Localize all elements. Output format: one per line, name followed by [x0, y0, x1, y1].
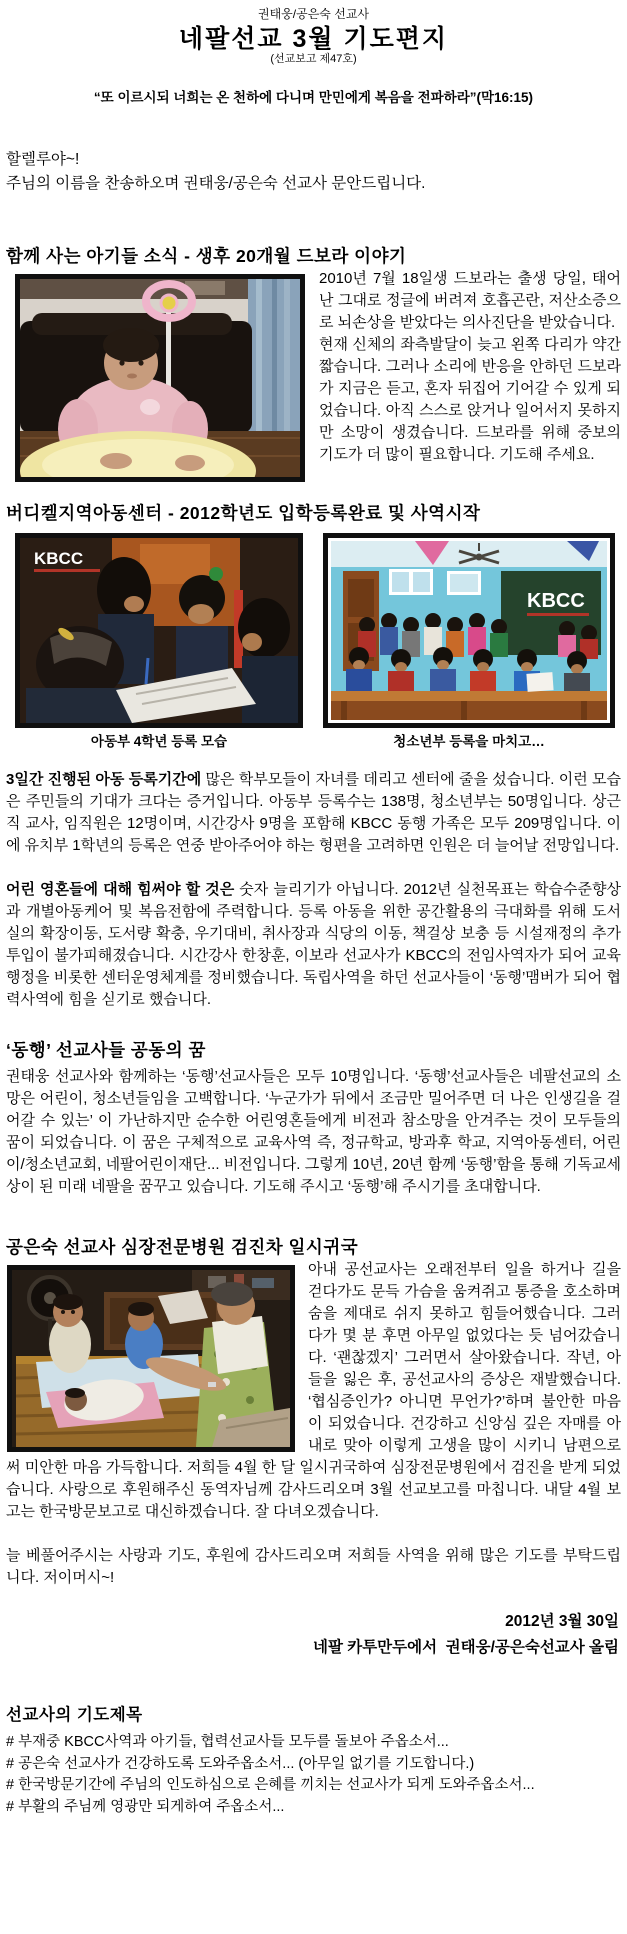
kbcc-caption-row: [15, 734, 615, 750]
photo-caption-right: 청소년부 등록을 마치고…: [393, 734, 545, 749]
deborah-paragraph-1: 2010년 7월 18일생 드보라는 출생 당일, 태어난 그대로 정글에 버려져 호흡곤란, 저산소증으로 뇌손상을 받았다는 의사진단을 받았습니다.: [319, 270, 621, 331]
missionaries-line: 권태웅/공은숙 선교사: [258, 7, 369, 21]
prayer-item-3: # 한국방문기간에 주님의 인도하심으로 은혜를 끼치는 선교사가 되게 도와주옵소서...: [6, 1777, 535, 1793]
prayer-item-2: # 공은숙 선교사가 건강하도록 도와주옵소서... (아무일 없기를 기도합니다.): [6, 1755, 475, 1772]
letter-date: 2012년 3월 30일: [505, 1613, 619, 1630]
kbcc-registration-illustration: [20, 538, 298, 723]
closing-thanks: 늘 베풀어주시는 사랑과 기도, 후원에 감사드리오며 저희들 사역을 위해 많은 기도를 부탁드립니다. 저이머시~!: [6, 1547, 621, 1586]
tables: [331, 691, 607, 701]
kbcc-registration-photo: [15, 533, 303, 728]
kbcc-paragraph-2-lead: 어린 영혼들에 대해 힘써야 할 것은: [6, 881, 235, 898]
white-sign: [526, 672, 553, 692]
donghaeng-paragraph: 권태웅 선교사와 함께하는 ‘동행’선교사들은 모두 10명입니다. ‘동행’선교사들은 네팔선교의 소망은 어린이, 청소년들임을 고백합니다. ‘누군가가 뒤에서 조금만 밀어주면 더 나은 인생길을 걸어갈 수 있는’ 이 가난하지만 순수한 어린영혼들에게 비전과 참소망을 안겨주는 것이 모두들의 꿈이 되었습니다. 이 꿈은 구체적으로 교육사역 즉, 정규학교, 방과후 학교, 지역아동센터, 어린이/청소년교회, 네팔어린이재단... 비전입니다. 그렇게 10년, 20년 함께 ‘동행’함을 통해 기독교세상이 된 미래 네팔을 꿈꾸고 있습니다. 기도해 주시고 ‘동행’해 주시기를 초대합니다.: [6, 1068, 621, 1195]
greeting-line: 주님의 이름을 찬송하오며 권태웅/공은숙 선교사 문안드립니다.: [6, 175, 426, 192]
deborah-photo: [15, 274, 305, 482]
checkup-paragraph: 아내 공선교사는 오래전부터 일을 하거나 길을 걷다가도 문득 가슴을 움켜쥐고 통증을 호소하며 숨을 제대로 쉬지 못하고 힘들어했습니다. 그러다가 몇 분 후면 아무일 없었다는 듯 넘어갔습니다. ‘괜찮겠지’ 그러면서 살아왔습니다. 작년, 아들을 잃은 후, 공선교사의 증상은 재발했습니다. ‘협심증인가? 아니면 무언가?’하며 불안한 마음이 되었습니다. 건강하고 신앙심 깊은 자매를 아내로 맞아 이렇게 고생을 많이 시키니 남편으로써 미안한 마음 가득합니다. 저희들 4월 한 달 일시귀국하여 심장전문병원에서 검진을 받게 되었습니다. 사랑으로 후원해주신 동역자님께 감사드리오며 3월 선교보고를 마칩니다. 내달 4월 보고는 한국방문보고로 대신하겠습니다. 잘 다녀오겠습니다.: [6, 1261, 621, 1520]
greeting-hallelujah: 할렐루야~!: [6, 151, 80, 168]
kbcc-group-photo: [323, 533, 615, 728]
letter-signature: 네팔 카투만두에서 권태웅/공은숙선교사 올림: [312, 1639, 619, 1656]
kbcc-paragraph-2-rest: 숫자 늘리기가 아닙니다. 2012년 실천목표는 학습수준향상과 개별아동케어 및 복음전함에 주력합니다. 등록 아동을 위한 공간활용의 극대화를 위해 도서실의 확장이동, 도서량 확충, 우기대비, 취사장과 식당의 이동, 책걸상 보충 등 시설재정의 추가투입이 불가피해졌습니다. 시간강사 한창훈, 이보라 선교사가 KBCC의 전임사역자가 되어 교육행정을 비롯한 센터운영체계를 정비했습니다. 독립사역을 하던 선교사들이 ‘동행’맴버가 되어 협력사역에 힘을 싣기로 했습니다.: [6, 881, 621, 1008]
letter-title: 네팔선교 3월 기도편지: [178, 25, 449, 53]
kbcc-watermark-right: KBCC: [527, 590, 585, 612]
child-with-bow: [176, 567, 228, 686]
crib-photo-illustration: [12, 1270, 290, 1447]
pen: [146, 658, 148, 684]
prayer-item-4: # 부활의 주님께 영광만 되게하여 주옵소서...: [6, 1798, 285, 1815]
scripture-verse: “또 이르시되 너희는 온 천하에 다니며 만민에게 복음을 전파하라”(막16:15): [93, 90, 534, 105]
deborah-photo-illustration: [20, 279, 300, 477]
section-heading-kbcc: 버디켈지역아동센터 - 2012학년도 입학등록완료 및 사역시작: [6, 503, 481, 523]
kbcc-photo-row: [15, 533, 615, 728]
deborah-paragraph-2: 현재 신체의 좌측발달이 늦고 왼쪽 다리가 약간 짧습니다. 그러나 소리에 반응을 안하던 드보라가 지금은 듣고, 혼자 뒤집어 기어갈 수 있게 되었습니다. 아직 스스로 앉거나 일어서지 못하지만 소망이 생겼습니다. 드보라를 위해 중보의 기도가 더 많이 필요합니다. 기도해 주세요.: [319, 336, 621, 463]
section-deborah-content: [6, 268, 621, 484]
kbcc-paragraph-1: [6, 769, 621, 857]
kbcc-paragraph-1-lead: 3일간 진행된 아동 등록기간에: [6, 771, 202, 788]
toy-stick: [166, 299, 171, 395]
crib-photo: [7, 1265, 295, 1452]
section-heading-donghaeng: ‘동행’ 선교사들 공동의 꿈: [6, 1040, 206, 1060]
kbcc-group-illustration: [331, 541, 607, 720]
prayer-list: [6, 1732, 621, 1818]
photo-caption-left: 아동부 4학년 등록 모습: [90, 734, 228, 749]
prayer-item-1: # 부재중 KBCC사역과 아기들, 협력선교사들 모두를 돌보아 주옵소서...: [6, 1734, 449, 1750]
section-checkup-content: [6, 1259, 621, 1523]
kbcc-paragraph-1-rest: 많은 학부모들이 자녀를 데리고 센터에 줄을 섰습니다. 이런 모습은 주민들의 기대가 크다는 증거입니다. 아동부 등록수는 138명, 청소년부는 50명입니다. 상근직 교사, 임직원은 12명이며, 시간강사 9명을 포함해 KBCC 동행 가족은 모두 209명입니다. 이에 유치부 1학년의 등록은 연중 받아주어야 하는 형편을 고려하면 인원은 더 늘어날 전망입니다.: [6, 771, 621, 854]
report-number: (선교보고 제47호): [270, 53, 357, 65]
section-heading-deborah: 함께 사는 아기들 소식 - 생후 20개월 드보라 이야기: [6, 246, 407, 266]
section-heading-checkup: 공은숙 선교사 심장전문병원 검진차 일시귀국: [6, 1237, 359, 1257]
prayer-title: 선교사의 기도제목: [6, 1706, 143, 1724]
kbcc-paragraph-2: [6, 879, 621, 1011]
kbcc-watermark-left: KBCC: [34, 549, 84, 568]
letter-header: [6, 5, 621, 195]
